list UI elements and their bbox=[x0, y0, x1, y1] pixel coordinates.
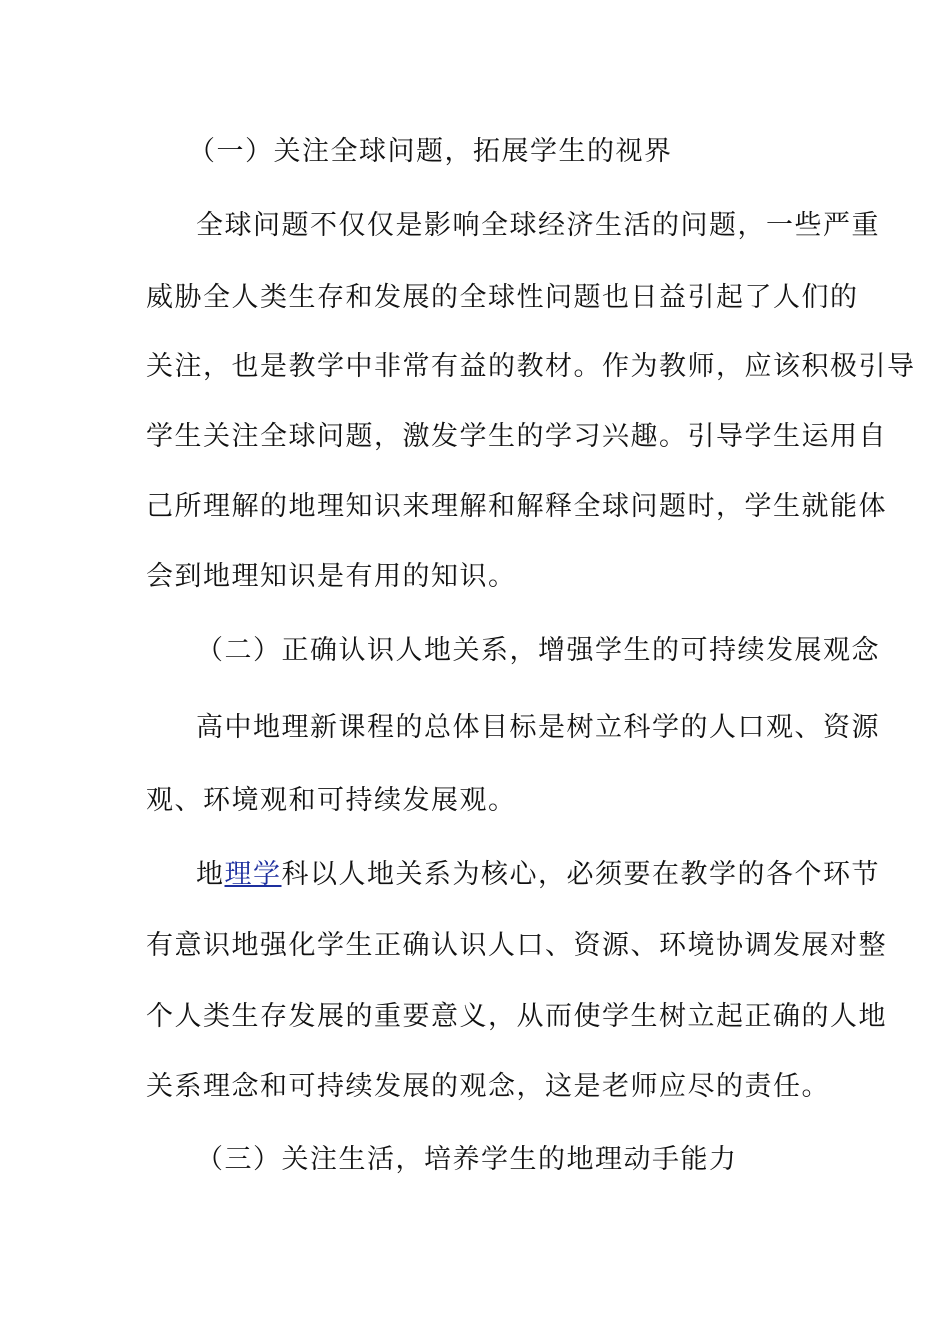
section-heading-3: （三）关注生活，培养学生的地理动手能力 bbox=[196, 1144, 738, 1175]
paragraph-1-line-4: 学生关注全球问题，激发学生的学习兴趣。引导学生运用自 bbox=[146, 421, 887, 452]
geography-link[interactable]: 理学 bbox=[224, 859, 282, 890]
paragraph-3-line-1 bbox=[196, 857, 880, 893]
paragraph-3-prefix: 地 bbox=[196, 859, 225, 890]
section-heading-2: （二）正确认识人地关系，增强学生的可持续发展观念 bbox=[196, 635, 880, 666]
paragraph-1-line-1: 全球问题不仅仅是影响全球经济生活的问题，一些严重 bbox=[196, 210, 880, 241]
paragraph-1-line-6: 会到地理知识是有用的知识。 bbox=[146, 561, 517, 592]
paragraph-3-line-3: 个人类生存发展的重要意义，从而使学生树立起正确的人地 bbox=[146, 1001, 887, 1032]
paragraph-3-line-2: 有意识地强化学生正确认识人口、资源、环境协调发展对整 bbox=[146, 930, 887, 961]
paragraph-2-line-1: 高中地理新课程的总体目标是树立科学的人口观、资源 bbox=[196, 712, 880, 743]
paragraph-3-suffix: 科以人地关系为核心，必须要在教学的各个环节 bbox=[281, 859, 880, 890]
paragraph-1-line-2: 威胁全人类生存和发展的全球性问题也日益引起了人们的 bbox=[146, 282, 859, 313]
paragraph-3-line-4: 关系理念和可持续发展的观念，这是老师应尽的责任。 bbox=[146, 1071, 830, 1102]
paragraph-1-line-3: 关注，也是教学中非常有益的教材。作为教师，应该积极引导 bbox=[146, 351, 916, 382]
paragraph-1-line-5: 己所理解的地理知识来理解和解释全球问题时，学生就能体 bbox=[146, 491, 887, 522]
section-heading-1: （一）关注全球问题，拓展学生的视界 bbox=[188, 136, 673, 167]
paragraph-2-line-2: 观、环境观和可持续发展观。 bbox=[146, 785, 517, 816]
